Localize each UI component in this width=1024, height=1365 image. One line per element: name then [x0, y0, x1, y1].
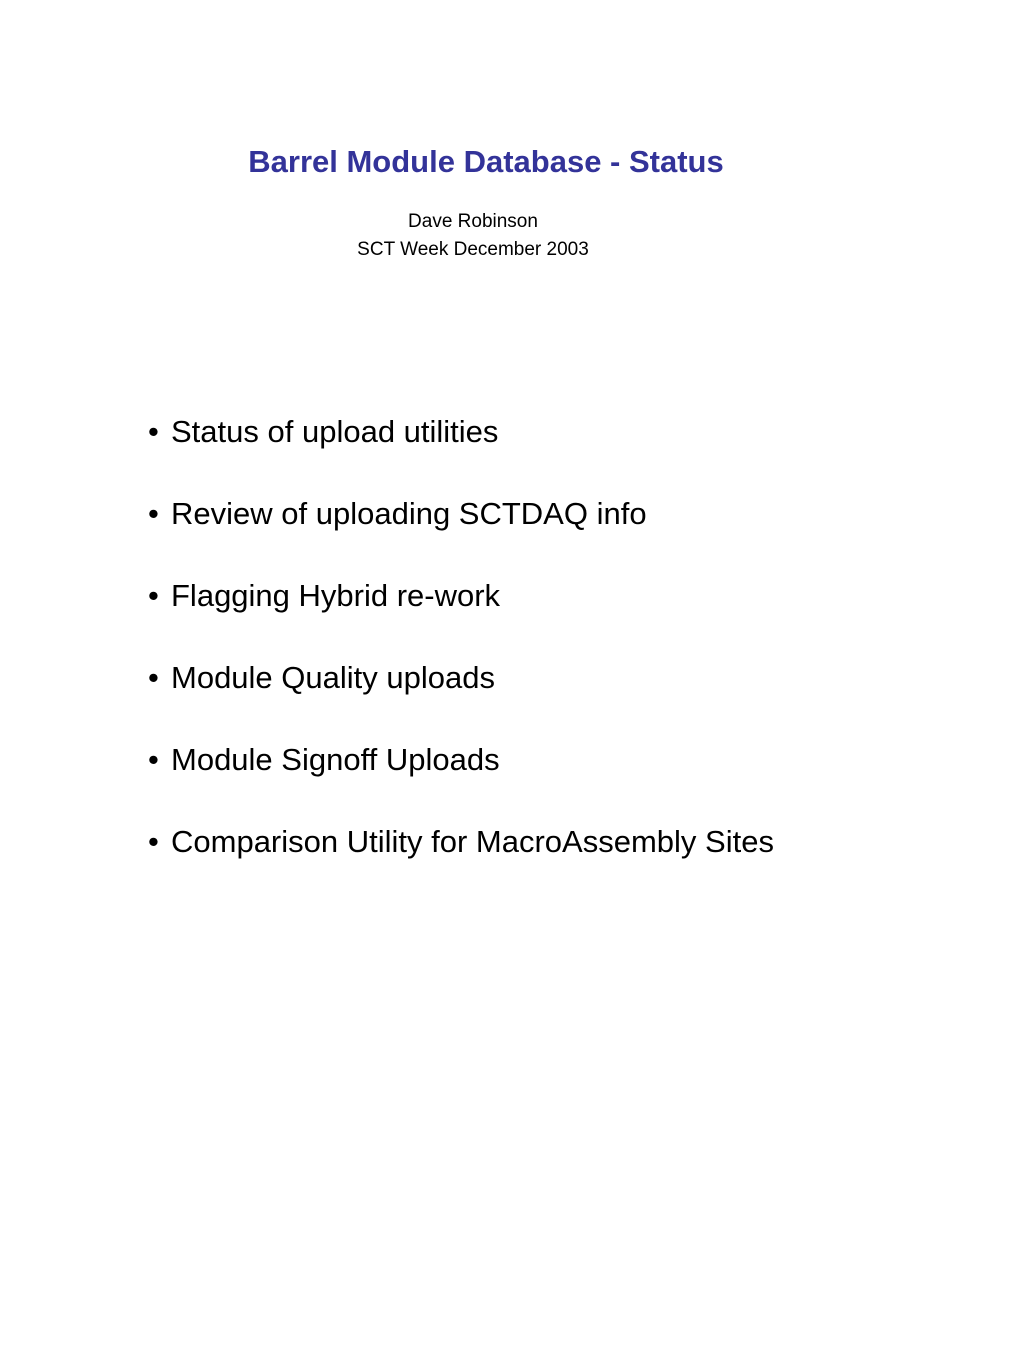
bullet-icon: •	[148, 742, 159, 777]
bullet-icon: •	[148, 414, 159, 449]
slide-title: Barrel Module Database - Status	[248, 144, 724, 179]
agenda-item	[148, 574, 774, 618]
agenda-item-text: Comparison Utility for MacroAssembly Sites	[171, 824, 774, 859]
agenda-item	[148, 820, 774, 864]
agenda-list	[148, 410, 774, 902]
agenda-item-text: Module Signoff Uploads	[171, 742, 500, 777]
event-name: SCT Week December 2003	[357, 239, 589, 260]
agenda-item-text: Status of upload utilities	[171, 414, 499, 449]
agenda-item	[148, 410, 774, 454]
author-name: Dave Robinson	[408, 211, 538, 232]
agenda-item	[148, 738, 774, 782]
agenda-item-text: Module Quality uploads	[171, 660, 495, 695]
bullet-icon: •	[148, 496, 159, 531]
agenda-item-text: Review of uploading SCTDAQ info	[171, 496, 647, 531]
bullet-icon: •	[148, 824, 159, 859]
agenda-item	[148, 492, 774, 536]
bullet-icon: •	[148, 578, 159, 613]
bullet-icon: •	[148, 660, 159, 695]
agenda-item-text: Flagging Hybrid re-work	[171, 578, 501, 613]
agenda-item	[148, 656, 774, 700]
